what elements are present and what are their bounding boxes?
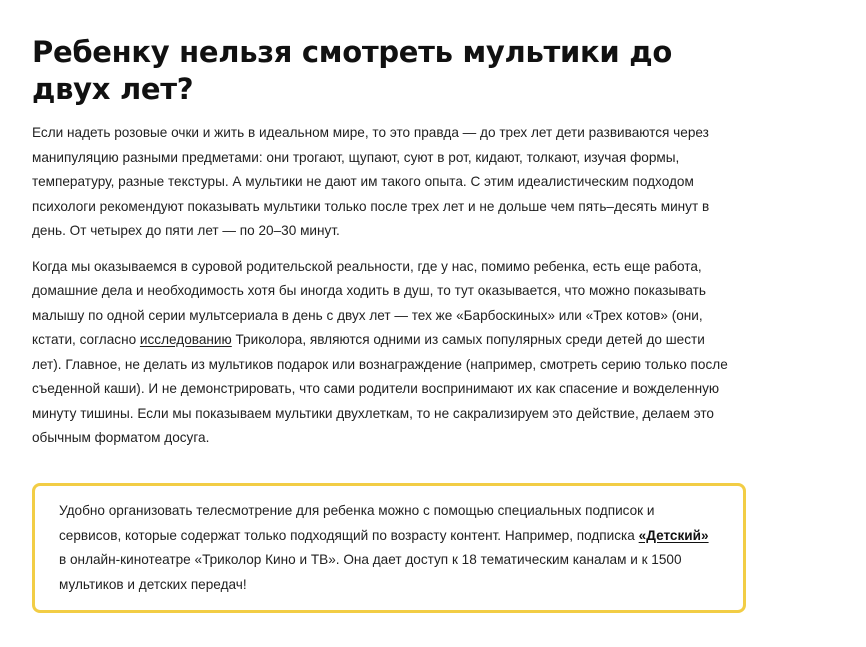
paragraph-2-text-start: Когда мы оказываемся в суровой родительской реальности, где у нас, помимо ребенка, есть еще работа, домашние дела и необходимость хотя бы иногда ходить в душ, то тут оказывается, что можно показывать малышу по одной серии мультсериала в день с двух лет — тех же «Барбоскиных» или «Трех котов» (они, кстати, согласно bbox=[32, 258, 706, 347]
paragraph-2-text-end: Триколора, являются одними из самых популярных среди детей до шести лет). Главное, не делать из мультиков подарок или вознаграждение (например, смотреть серию только после съеденной каши). И не демонстрировать, что сами родители воспринимают их как спасение и вожделенную минуту тишины. Если мы показываем мультики двухлеткам, то не сакрализируем это действие, делаем это обычным форматом досуга. bbox=[32, 332, 728, 445]
paragraph-2 bbox=[32, 255, 732, 451]
callout-text bbox=[59, 499, 709, 597]
paragraph-1: Если надеть розовые очки и жить в идеальном мире, то это правда — до трех лет дети развиваются через манипуляцию разными предметами: они трогают, щупают, суют в рот, кидают, толкают, изучая формы, температуру, разные текстуры. А мультики не дают им такого опыта. С этим идеалистическим подходом психологи рекомендуют показывать мультики только после трех лет и не дольше чем пять–десять минут в день. От четырех до пяти лет — по 20–30 минут. bbox=[32, 125, 710, 238]
subscription-link[interactable]: «Детский» bbox=[638, 527, 709, 543]
article-title: Ребенку нельзя смотреть мультики до двух лет? bbox=[32, 35, 672, 106]
article bbox=[32, 34, 772, 451]
callout-text-start: Удобно организовать телесмотрение для ребенка можно с помощью специальных подписок и сервисов, которые содержат только подходящий по возрасту контент. Например, подписка bbox=[59, 503, 655, 543]
callout-box bbox=[32, 483, 746, 613]
research-link[interactable]: исследованию bbox=[139, 332, 232, 347]
callout-text-end: в онлайн-кинотеатре «Триколор Кино и ТВ». Она дает доступ к 18 тематическим каналам и к 1500 мультиков и детских передач! bbox=[59, 552, 682, 592]
